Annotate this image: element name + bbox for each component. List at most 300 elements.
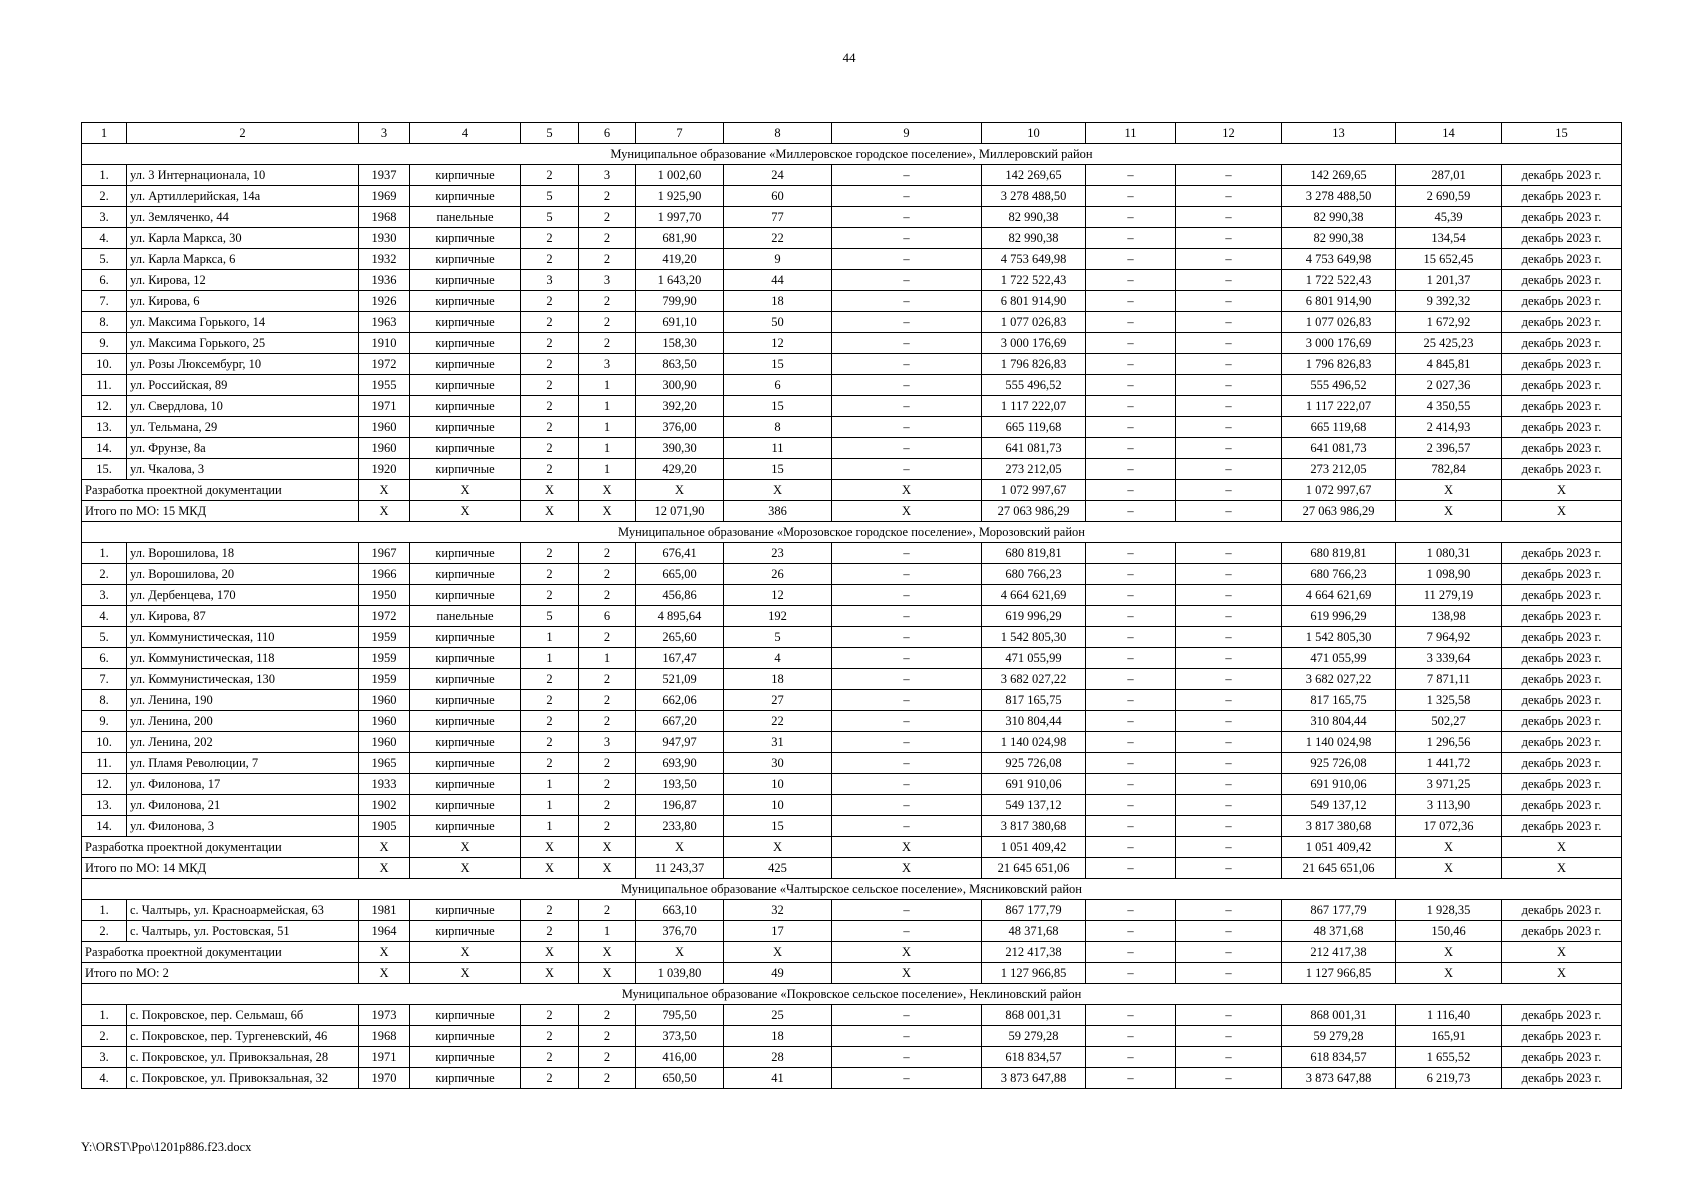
table-cell: декабрь 2023 г. xyxy=(1502,816,1622,837)
table-cell: 1 xyxy=(579,459,636,480)
table-cell: 17 072,36 xyxy=(1396,816,1502,837)
table-cell: X xyxy=(579,963,636,984)
table-cell: – xyxy=(1086,501,1176,522)
table-cell: 471 055,99 xyxy=(982,648,1086,669)
table-cell: Разработка проектной документации xyxy=(82,480,359,501)
table-cell: – xyxy=(832,417,982,438)
table-cell: кирпичные xyxy=(410,249,521,270)
table-cell: 5 xyxy=(521,207,579,228)
table-cell: – xyxy=(1086,585,1176,606)
table-cell: – xyxy=(832,186,982,207)
table-cell: 1. xyxy=(82,900,127,921)
table-cell: 3 971,25 xyxy=(1396,774,1502,795)
table-cell: – xyxy=(1086,1005,1176,1026)
table-cell: 795,50 xyxy=(636,1005,724,1026)
table-cell: 4. xyxy=(82,228,127,249)
table-cell: 300,90 xyxy=(636,375,724,396)
table-cell: X xyxy=(359,837,410,858)
table-cell: 1 002,60 xyxy=(636,165,724,186)
table-cell: ул. Артиллерийская, 14а xyxy=(127,186,359,207)
table-row xyxy=(82,333,1622,354)
table-cell: 2 xyxy=(579,711,636,732)
table-cell: кирпичные xyxy=(410,648,521,669)
table-cell: X xyxy=(832,942,982,963)
table-cell: ул. Карла Маркса, 6 xyxy=(127,249,359,270)
table-cell: кирпичные xyxy=(410,228,521,249)
table-cell: X xyxy=(521,942,579,963)
table-cell: 265,60 xyxy=(636,627,724,648)
table-cell: ул. Тельмана, 29 xyxy=(127,417,359,438)
table-cell: 1981 xyxy=(359,900,410,921)
table-cell: 1 796 826,83 xyxy=(1282,354,1396,375)
table-cell: 2 xyxy=(579,816,636,837)
table-cell: кирпичные xyxy=(410,753,521,774)
table-cell: 1 xyxy=(579,417,636,438)
table-cell: кирпичные xyxy=(410,711,521,732)
table-cell: X xyxy=(724,837,832,858)
table-cell: 4 664 621,69 xyxy=(1282,585,1396,606)
table-cell: 82 990,38 xyxy=(982,207,1086,228)
table-cell: 1960 xyxy=(359,711,410,732)
table-cell: X xyxy=(724,480,832,501)
table-cell: X xyxy=(1502,963,1622,984)
table-cell: 1920 xyxy=(359,459,410,480)
table-cell: 2 xyxy=(521,333,579,354)
table-cell: 12 xyxy=(1176,123,1282,144)
table-cell: кирпичные xyxy=(410,333,521,354)
table-cell: 2 xyxy=(521,543,579,564)
table-cell: 8. xyxy=(82,312,127,333)
table-cell: – xyxy=(1086,543,1176,564)
table-cell: 150,46 xyxy=(1396,921,1502,942)
table-cell: 48 371,68 xyxy=(982,921,1086,942)
table-cell: декабрь 2023 г. xyxy=(1502,795,1622,816)
table-cell: – xyxy=(1086,1047,1176,1068)
table-cell: 691 910,06 xyxy=(1282,774,1396,795)
table-cell: ул. Земляченко, 44 xyxy=(127,207,359,228)
table-cell: X xyxy=(521,480,579,501)
table-row xyxy=(82,1047,1622,1068)
table-cell: 2 396,57 xyxy=(1396,438,1502,459)
table-cell: X xyxy=(359,501,410,522)
table-cell: 549 137,12 xyxy=(982,795,1086,816)
table-cell: 1960 xyxy=(359,438,410,459)
table-cell: 3 339,64 xyxy=(1396,648,1502,669)
table-row xyxy=(82,459,1622,480)
table-cell: X xyxy=(1502,837,1622,858)
table-cell: 4 845,81 xyxy=(1396,354,1502,375)
table-cell: 12 071,90 xyxy=(636,501,724,522)
table-cell: 665 119,68 xyxy=(982,417,1086,438)
table-cell: 3 xyxy=(359,123,410,144)
table-cell: 1 xyxy=(521,648,579,669)
table-cell: 2 xyxy=(521,585,579,606)
table-cell: – xyxy=(832,396,982,417)
table-cell: 77 xyxy=(724,207,832,228)
table-cell: 1 039,80 xyxy=(636,963,724,984)
table-row xyxy=(82,648,1622,669)
table-cell: 2 xyxy=(579,186,636,207)
table-cell: – xyxy=(832,627,982,648)
table-row xyxy=(82,921,1622,942)
table-cell: 1 077 026,83 xyxy=(982,312,1086,333)
table-cell: – xyxy=(1176,564,1282,585)
table-cell: 2 xyxy=(579,690,636,711)
table-cell: 665 119,68 xyxy=(1282,417,1396,438)
table-cell: 6 xyxy=(724,375,832,396)
table-cell: X xyxy=(410,858,521,879)
table-cell: 2 xyxy=(521,669,579,690)
table-cell: – xyxy=(832,606,982,627)
table-cell: с. Покровское, пер. Сельмаш, 6б xyxy=(127,1005,359,1026)
table-cell: 11 xyxy=(1086,123,1176,144)
table-cell: – xyxy=(1176,753,1282,774)
table-cell: 48 371,68 xyxy=(1282,921,1396,942)
table-cell: 1 925,90 xyxy=(636,186,724,207)
table-cell: – xyxy=(832,291,982,312)
table-cell: 1959 xyxy=(359,648,410,669)
table-cell: 2 690,59 xyxy=(1396,186,1502,207)
table-cell: 867 177,79 xyxy=(982,900,1086,921)
table-cell: декабрь 2023 г. xyxy=(1502,291,1622,312)
table-cell: 27 063 986,29 xyxy=(982,501,1086,522)
table-cell: 1 xyxy=(579,396,636,417)
table-cell: 1 051 409,42 xyxy=(982,837,1086,858)
table-cell: 1 722 522,43 xyxy=(1282,270,1396,291)
table-cell: 1968 xyxy=(359,207,410,228)
table-cell: 1973 xyxy=(359,1005,410,1026)
table-cell: декабрь 2023 г. xyxy=(1502,627,1622,648)
table-cell: 15 xyxy=(1502,123,1622,144)
table-cell: кирпичные xyxy=(410,459,521,480)
table-cell: 12. xyxy=(82,774,127,795)
table-cell: кирпичные xyxy=(410,774,521,795)
table-cell: 1936 xyxy=(359,270,410,291)
table-cell: ул. 3 Интернационала, 10 xyxy=(127,165,359,186)
table-cell: 212 417,38 xyxy=(982,942,1086,963)
table-cell: X xyxy=(521,501,579,522)
table-cell: 3 817 380,68 xyxy=(982,816,1086,837)
table-cell: декабрь 2023 г. xyxy=(1502,396,1622,417)
table-cell: декабрь 2023 г. xyxy=(1502,732,1622,753)
table-cell: 521,09 xyxy=(636,669,724,690)
table-cell: 1 928,35 xyxy=(1396,900,1502,921)
table-cell: – xyxy=(1176,354,1282,375)
table-cell: 549 137,12 xyxy=(1282,795,1396,816)
table-cell: X xyxy=(359,963,410,984)
table-cell: – xyxy=(1176,543,1282,564)
table-cell: 212 417,38 xyxy=(1282,942,1396,963)
table-cell: 10 xyxy=(724,774,832,795)
table-cell: ул. Дербенцева, 170 xyxy=(127,585,359,606)
table-cell: 5 xyxy=(724,627,832,648)
table-cell: ул. Ленина, 202 xyxy=(127,732,359,753)
table-cell: ул. Коммунистическая, 130 xyxy=(127,669,359,690)
table-cell: 4 895,64 xyxy=(636,606,724,627)
table-cell: декабрь 2023 г. xyxy=(1502,438,1622,459)
table-cell: 82 990,38 xyxy=(982,228,1086,249)
table-cell: кирпичные xyxy=(410,1068,521,1089)
table-cell: 429,20 xyxy=(636,459,724,480)
table-cell: 2 xyxy=(579,774,636,795)
table-cell: кирпичные xyxy=(410,438,521,459)
table-cell: 167,47 xyxy=(636,648,724,669)
table-cell: – xyxy=(1086,1068,1176,1089)
table-cell: 1 655,52 xyxy=(1396,1047,1502,1068)
table-cell: 3. xyxy=(82,207,127,228)
table-cell: 1 127 966,85 xyxy=(1282,963,1396,984)
table-cell: Разработка проектной документации xyxy=(82,942,359,963)
table-cell: 14. xyxy=(82,438,127,459)
table-cell: 4 xyxy=(724,648,832,669)
table-cell: 196,87 xyxy=(636,795,724,816)
table-cell: 26 xyxy=(724,564,832,585)
table-cell: – xyxy=(1176,291,1282,312)
table-cell: 799,90 xyxy=(636,291,724,312)
table-cell: 680 819,81 xyxy=(1282,543,1396,564)
table-cell: 2 xyxy=(521,900,579,921)
table-cell: 1 051 409,42 xyxy=(1282,837,1396,858)
table-cell: 14. xyxy=(82,816,127,837)
table-cell: – xyxy=(1086,963,1176,984)
table-cell: 2 xyxy=(521,1047,579,1068)
table-cell: 782,84 xyxy=(1396,459,1502,480)
table-cell: ул. Максима Горького, 14 xyxy=(127,312,359,333)
table-cell: 7 871,11 xyxy=(1396,669,1502,690)
table-cell: ул. Филонова, 17 xyxy=(127,774,359,795)
table-cell: 3 278 488,50 xyxy=(1282,186,1396,207)
table-cell: 2 xyxy=(579,291,636,312)
table-cell: 4 350,55 xyxy=(1396,396,1502,417)
table-cell: X xyxy=(1396,480,1502,501)
table-cell: 24 xyxy=(724,165,832,186)
table-cell: 2 xyxy=(521,1068,579,1089)
table-cell: X xyxy=(410,942,521,963)
table-cell: 867 177,79 xyxy=(1282,900,1396,921)
table-cell: 2 xyxy=(521,291,579,312)
table-cell: – xyxy=(1086,858,1176,879)
table-cell: 2 xyxy=(521,732,579,753)
table-cell: – xyxy=(1176,207,1282,228)
table-cell: 1 xyxy=(579,375,636,396)
table-cell: 3 873 647,88 xyxy=(1282,1068,1396,1089)
table-cell: 2. xyxy=(82,921,127,942)
table-cell: 419,20 xyxy=(636,249,724,270)
table-cell: 1966 xyxy=(359,564,410,585)
table-cell: кирпичные xyxy=(410,1026,521,1047)
table-cell: – xyxy=(1176,480,1282,501)
table-cell: декабрь 2023 г. xyxy=(1502,312,1622,333)
table-cell: – xyxy=(1176,1068,1282,1089)
table-cell: 2 027,36 xyxy=(1396,375,1502,396)
table-cell: 9 xyxy=(724,249,832,270)
table-cell: 1959 xyxy=(359,669,410,690)
table-cell: 1964 xyxy=(359,921,410,942)
table-cell: – xyxy=(1176,396,1282,417)
table-cell: кирпичные xyxy=(410,1005,521,1026)
table-cell: – xyxy=(1176,1005,1282,1026)
table-cell: – xyxy=(1176,186,1282,207)
table-cell: Муниципальное образование «Покровское сельское поселение», Неклиновский район xyxy=(82,984,1622,1005)
table-cell: ул. Коммунистическая, 118 xyxy=(127,648,359,669)
table-cell: X xyxy=(579,942,636,963)
table-cell: – xyxy=(832,1005,982,1026)
table-cell: 44 xyxy=(724,270,832,291)
table-cell: 2 xyxy=(521,1005,579,1026)
table-cell: ул. Филонова, 21 xyxy=(127,795,359,816)
table-cell: X xyxy=(579,501,636,522)
table-cell: 1960 xyxy=(359,732,410,753)
table-cell: 1 201,37 xyxy=(1396,270,1502,291)
table-cell: – xyxy=(1086,1026,1176,1047)
table-row xyxy=(82,207,1622,228)
table-cell: 1960 xyxy=(359,417,410,438)
table-cell: 680 819,81 xyxy=(982,543,1086,564)
table-cell: – xyxy=(1176,501,1282,522)
table-cell: – xyxy=(832,207,982,228)
table-cell: 23 xyxy=(724,543,832,564)
table-cell: 11 279,19 xyxy=(1396,585,1502,606)
table-cell: 7 964,92 xyxy=(1396,627,1502,648)
table-cell: декабрь 2023 г. xyxy=(1502,669,1622,690)
table-cell: 376,00 xyxy=(636,417,724,438)
table-cell: 1968 xyxy=(359,1026,410,1047)
section-title-row xyxy=(82,879,1622,900)
table-cell: 5. xyxy=(82,249,127,270)
table-cell: – xyxy=(1176,417,1282,438)
table-cell: декабрь 2023 г. xyxy=(1502,1047,1622,1068)
table-cell: 41 xyxy=(724,1068,832,1089)
table-cell: 7. xyxy=(82,669,127,690)
table-cell: декабрь 2023 г. xyxy=(1502,585,1622,606)
table-cell: 12 xyxy=(724,333,832,354)
table-cell: – xyxy=(1176,312,1282,333)
table-cell: 456,86 xyxy=(636,585,724,606)
table-cell: 2 xyxy=(579,207,636,228)
table-cell: 2 xyxy=(579,1026,636,1047)
table-cell: 1963 xyxy=(359,312,410,333)
table-cell: 2 xyxy=(521,564,579,585)
table-cell: – xyxy=(1176,837,1282,858)
table-cell: – xyxy=(1176,1026,1282,1047)
table-cell: – xyxy=(1176,732,1282,753)
table-cell: – xyxy=(1176,270,1282,291)
table-cell: Итого по МО: 2 xyxy=(82,963,359,984)
table-cell: 386 xyxy=(724,501,832,522)
table-cell: – xyxy=(1176,690,1282,711)
table-cell: 817 165,75 xyxy=(982,690,1086,711)
table-cell: ул. Фрунзе, 8а xyxy=(127,438,359,459)
table-cell: 12 xyxy=(724,585,832,606)
table-row xyxy=(82,165,1622,186)
table-cell: ул. Максима Горького, 25 xyxy=(127,333,359,354)
table-cell: 2 xyxy=(579,312,636,333)
table-cell: 1 140 024,98 xyxy=(982,732,1086,753)
table-cell: кирпичные xyxy=(410,795,521,816)
table-cell: X xyxy=(1396,501,1502,522)
table-cell: 416,00 xyxy=(636,1047,724,1068)
table-cell: 5 xyxy=(521,186,579,207)
table-cell: 4. xyxy=(82,606,127,627)
table-cell: 425 xyxy=(724,858,832,879)
table-cell: 6 801 914,90 xyxy=(982,291,1086,312)
table-cell: кирпичные xyxy=(410,186,521,207)
table-cell: 1910 xyxy=(359,333,410,354)
table-cell: 680 766,23 xyxy=(1282,564,1396,585)
table-row xyxy=(82,312,1622,333)
table-cell: – xyxy=(1086,333,1176,354)
table-cell: 1933 xyxy=(359,774,410,795)
table-cell: 30 xyxy=(724,753,832,774)
file-path-footer: Y:\ORST\Ppo\1201p886.f23.docx xyxy=(81,1140,252,1154)
table-cell: кирпичные xyxy=(410,900,521,921)
table-cell: – xyxy=(832,438,982,459)
table-cell: 3. xyxy=(82,1047,127,1068)
table-cell: 1950 xyxy=(359,585,410,606)
table-cell: 3 xyxy=(579,270,636,291)
table-cell: декабрь 2023 г. xyxy=(1502,333,1622,354)
table-cell: 5. xyxy=(82,627,127,648)
table-cell: 555 496,52 xyxy=(1282,375,1396,396)
table-cell: 1 643,20 xyxy=(636,270,724,291)
table-row xyxy=(82,270,1622,291)
table-cell: 3 xyxy=(579,732,636,753)
table-cell: декабрь 2023 г. xyxy=(1502,375,1622,396)
table-cell: ул. Ленина, 200 xyxy=(127,711,359,732)
table-cell: Итого по МО: 14 МКД xyxy=(82,858,359,879)
table-cell: 663,10 xyxy=(636,900,724,921)
table-cell: декабрь 2023 г. xyxy=(1502,648,1622,669)
table-cell: кирпичные xyxy=(410,291,521,312)
table-cell: – xyxy=(1176,774,1282,795)
table-cell: декабрь 2023 г. xyxy=(1502,711,1622,732)
table-cell: декабрь 2023 г. xyxy=(1502,774,1622,795)
table-cell: – xyxy=(1086,837,1176,858)
design-docs-row xyxy=(82,480,1622,501)
table-cell: 2 xyxy=(521,375,579,396)
table-cell: – xyxy=(832,648,982,669)
table-cell: X xyxy=(410,501,521,522)
table-cell: – xyxy=(1086,165,1176,186)
total-row xyxy=(82,501,1622,522)
table-cell: 15 xyxy=(724,396,832,417)
table-cell: с. Чалтырь, ул. Красноармейская, 63 xyxy=(127,900,359,921)
table-cell: 2 xyxy=(579,1005,636,1026)
table-cell: X xyxy=(1396,858,1502,879)
table-cell: 650,50 xyxy=(636,1068,724,1089)
table-cell: X xyxy=(359,858,410,879)
table-cell: 1972 xyxy=(359,606,410,627)
table-row xyxy=(82,669,1622,690)
table-cell: декабрь 2023 г. xyxy=(1502,417,1622,438)
table-cell: 1937 xyxy=(359,165,410,186)
table-cell: 22 xyxy=(724,228,832,249)
table-cell: декабрь 2023 г. xyxy=(1502,564,1622,585)
table-cell: кирпичные xyxy=(410,921,521,942)
table-cell: 10 xyxy=(724,795,832,816)
table-cell: 1. xyxy=(82,543,127,564)
table-cell: 192 xyxy=(724,606,832,627)
table-cell: – xyxy=(1176,606,1282,627)
table-cell: – xyxy=(1176,249,1282,270)
table-cell: – xyxy=(1086,816,1176,837)
table-row xyxy=(82,1068,1622,1089)
table-cell: 4 753 649,98 xyxy=(1282,249,1396,270)
table-cell: ул. Российская, 89 xyxy=(127,375,359,396)
table-cell: с. Покровское, ул. Привокзальная, 32 xyxy=(127,1068,359,1089)
table-cell: – xyxy=(1176,459,1282,480)
table-cell: X xyxy=(636,942,724,963)
